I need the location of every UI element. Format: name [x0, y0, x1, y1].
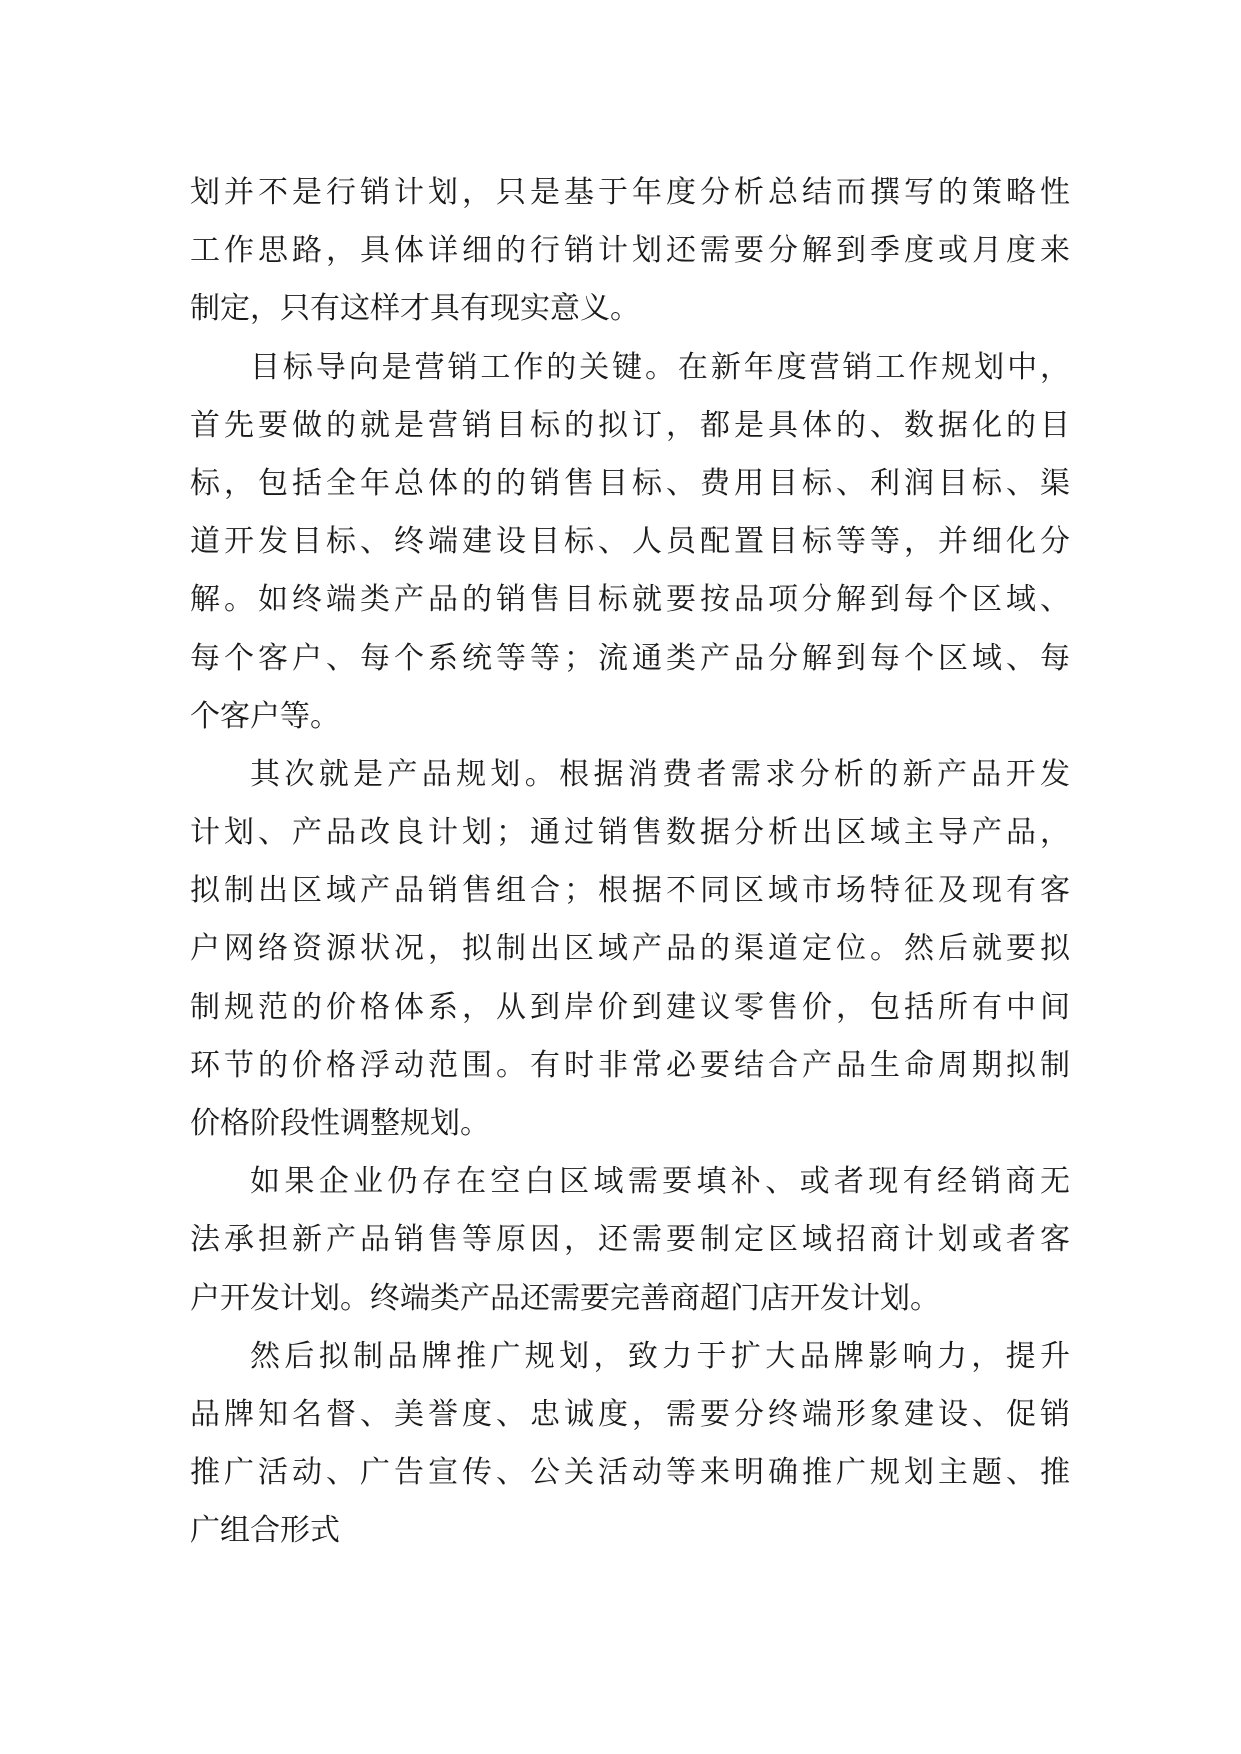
text-line: 然后拟制品牌推广规划，致力于扩大品牌影响力，提升 — [250, 1338, 1070, 1374]
text-line: 首先要做的就是营销目标的拟订，都是具体的、数据化的目 — [190, 407, 1070, 443]
paragraph — [190, 339, 1070, 746]
text-line: 户开发计划。终端类产品还需要完善商超门店开发计划。 — [190, 1280, 940, 1316]
text-line: 每个客户、每个系统等等；流通类产品分解到每个区域、每 — [190, 640, 1070, 676]
text-line: 广组合形式 — [190, 1513, 340, 1549]
text-line: 环节的价格浮动范围。有时非常必要结合产品生命周期拟制 — [190, 1047, 1070, 1083]
text-line: 解。如终端类产品的销售目标就要按品项分解到每个区域、 — [190, 582, 1070, 618]
paragraph — [190, 1328, 1070, 1561]
text-line: 划并不是行销计划，只是基于年度分析总结而撰写的策略性 — [190, 175, 1070, 210]
paragraph — [190, 1153, 1070, 1328]
text-line: 计划、产品改良计划；通过销售数据分析出区域主导产品， — [190, 815, 1070, 851]
paragraph — [190, 164, 1070, 339]
text-line: 制规范的价格体系，从到岸价到建议零售价，包括所有中间 — [190, 989, 1070, 1025]
text-line: 推广活动、广告宣传、公关活动等来明确推广规划主题、推 — [190, 1455, 1070, 1491]
text-line: 标，包括全年总体的的销售目标、费用目标、利润目标、渠 — [190, 465, 1070, 501]
text-line: 拟制出区域产品销售组合；根据不同区域市场特征及现有客 — [190, 873, 1070, 909]
text-line: 目标导向是营销工作的关键。在新年度营销工作规划中， — [250, 349, 1070, 385]
paragraph — [190, 746, 1070, 1153]
text-line: 道开发目标、终端建设目标、人员配置目标等等，并细化分 — [190, 524, 1070, 560]
text-line: 品牌知名督、美誉度、忠诚度，需要分终端形象建设、促销 — [190, 1396, 1070, 1432]
text-line: 其次就是产品规划。根据消费者需求分析的新产品开发 — [250, 756, 1070, 792]
text-line: 工作思路，具体详细的行销计划还需要分解到季度或月度来 — [190, 233, 1070, 269]
text-line: 法承担新产品销售等原因，还需要制定区域招商计划或者客 — [190, 1222, 1070, 1258]
document-body — [190, 164, 1070, 1561]
text-line: 价格阶段性调整规划。 — [190, 1106, 490, 1141]
text-line: 户网络资源状况，拟制出区域产品的渠道定位。然后就要拟 — [190, 931, 1070, 967]
text-line: 个客户等。 — [190, 698, 340, 734]
text-line: 如果企业仍存在空白区域需要填补、或者现有经销商无 — [250, 1164, 1070, 1200]
text-line: 制定，只有这样才具有现实意义。 — [190, 291, 640, 327]
